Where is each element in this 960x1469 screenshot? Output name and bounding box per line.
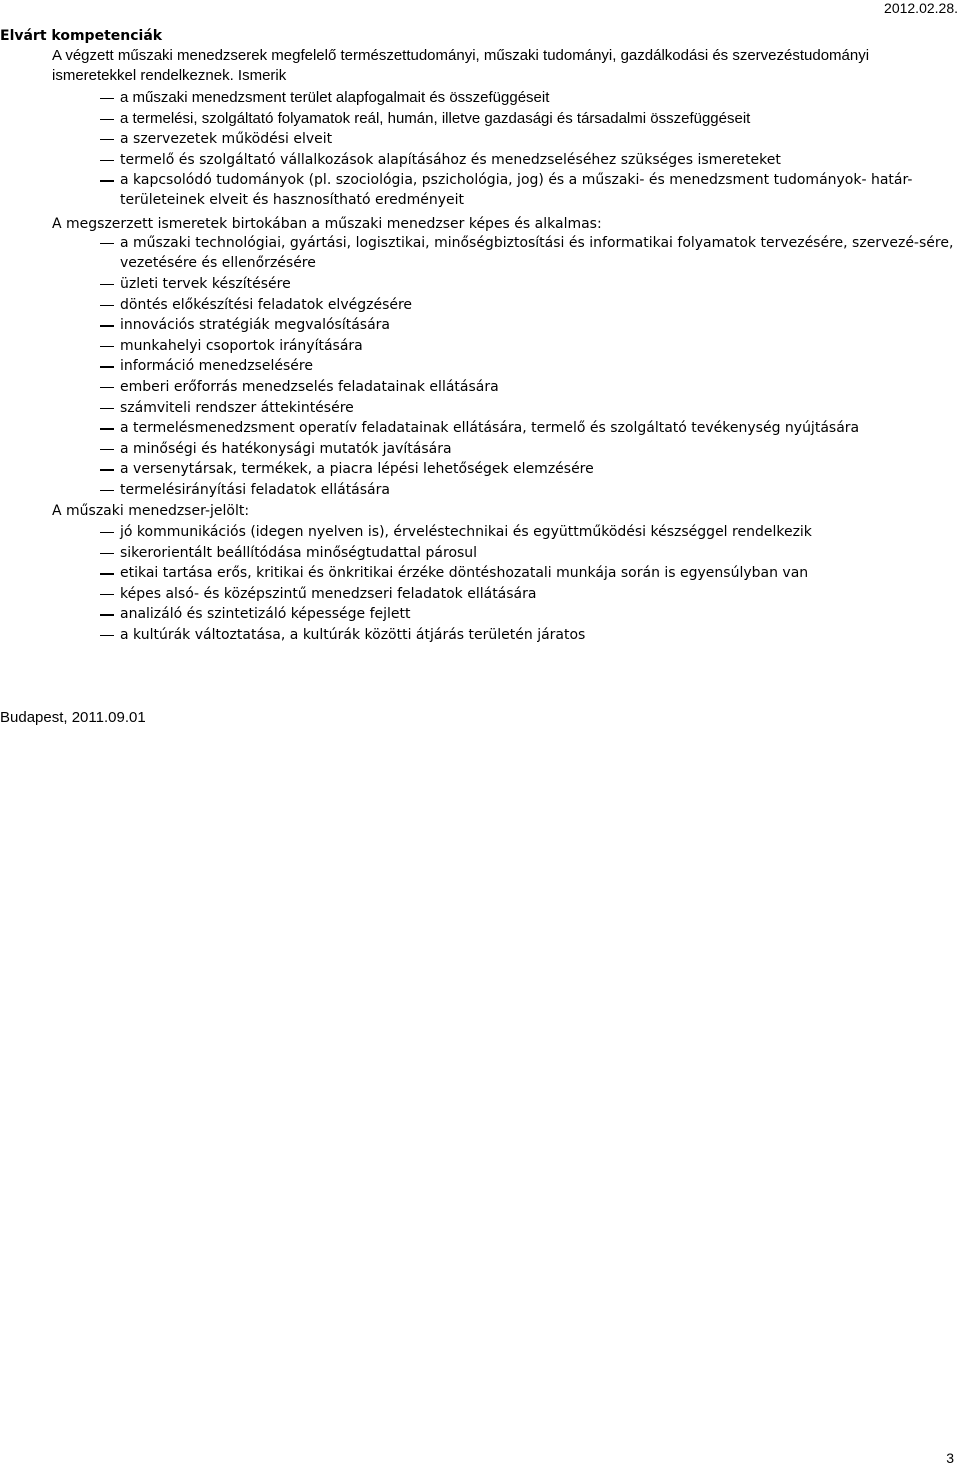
dash-bullet	[100, 469, 114, 470]
candidate-intro: A műszaki menedzser-jelölt:	[52, 503, 250, 519]
dash-bullet	[100, 490, 114, 491]
dash-bullet	[100, 346, 114, 347]
dash-bullet	[100, 594, 114, 595]
dash-bullet	[100, 366, 114, 367]
dash-bullet	[100, 408, 114, 409]
dash-bullet	[100, 139, 114, 140]
dash-bullet	[100, 305, 114, 306]
capable-intro: A megszerzett ismeretek birtokában a műszaki menedzser képes és alkalmas:	[52, 216, 602, 232]
dash-bullet	[100, 284, 114, 285]
dash-bullet	[100, 614, 114, 615]
dash-bullet	[100, 635, 114, 636]
dash-bullet	[100, 243, 114, 244]
place-and-date: Budapest, 2011.09.01	[0, 709, 146, 726]
dash-bullet	[100, 532, 114, 533]
dash-bullet	[100, 325, 114, 326]
dash-bullet	[100, 387, 114, 388]
intro-text-line-1: A végzett műszaki menedzserek megfelelő természettudományi, műszaki tudományi, gazdálkodási és szervezéstudományi	[52, 47, 870, 64]
dash-bullet	[100, 449, 114, 450]
document-date: 2012.02.28.	[884, 0, 958, 16]
dash-bullet	[100, 98, 114, 99]
dash-bullet	[100, 428, 114, 429]
dash-bullet	[100, 553, 114, 554]
intro-text-line-2: ismeretekkel rendelkeznek. Ismerik	[52, 67, 287, 84]
dash-bullet	[100, 119, 114, 120]
dash-bullet	[100, 573, 114, 574]
dash-bullet	[100, 180, 114, 181]
page-number: 3	[946, 1450, 954, 1466]
dash-bullet	[100, 160, 114, 161]
section-heading: Elvárt kompetenciák	[0, 28, 163, 44]
